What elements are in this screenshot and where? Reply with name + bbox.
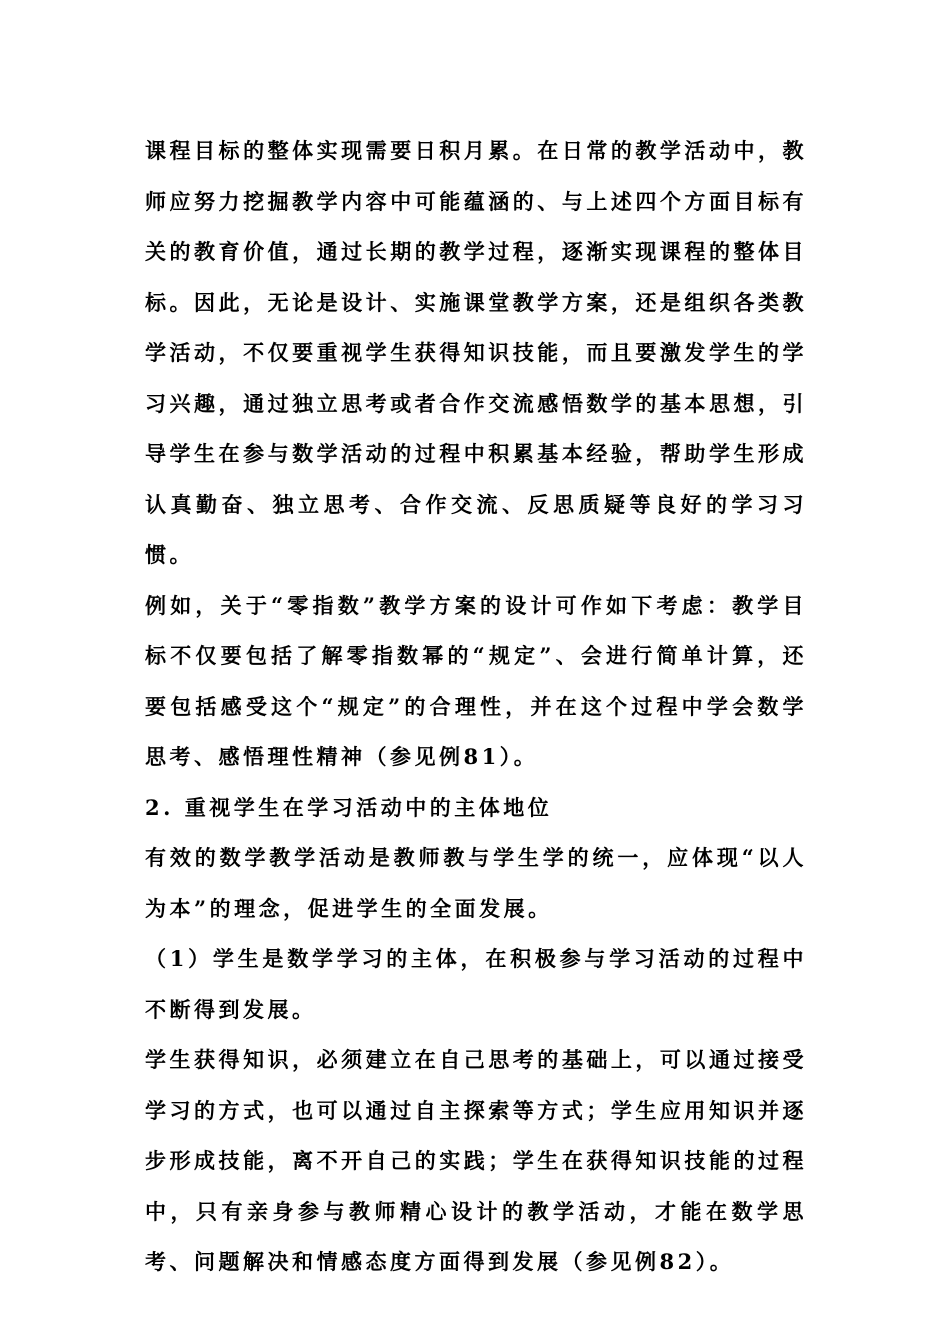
paragraph-effective-teaching: 有效的数学教学活动是教师教与学生学的统一，应体现“以人为本”的理念，促进学生的全面发展。 <box>145 845 807 921</box>
document-body <box>145 126 807 1288</box>
paragraph-course-goals: 课程目标的整体实现需要日积月累。在日常的教学活动中，教师应努力挖掘教学内容中可能蕴涵的、与上述四个方面目标有关的教育价值，通过长期的教学过程，逐渐实现课程的整体目标。因此，无论是设计、实施课堂教学方案，还是组织各类教学活动，不仅要重视学生获得知识技能，而且要激发学生的学习兴趣，通过独立思考或者合作交流感悟数学的基本思想，引导学生在参与数学活动的过程中积累基本经验，帮助学生形成认真勤奋、独立思考、合作交流、反思质疑等良好的学习习惯。 <box>145 138 807 567</box>
paragraph-acquiring-knowledge: 学生获得知识，必须建立在自己思考的基础上，可以通过接受学习的方式，也可以通过自主探索等方式；学生应用知识并逐步形成技能，离不开自己的实践；学生在获得知识技能的过程中，只有亲身参与教师精心设计的教学活动，才能在数学思考、问题解决和情感态度方面得到发展（参见例82）。 <box>145 1047 807 1274</box>
paragraph-zero-exponent-example: 例如，关于“零指数”教学方案的设计可作如下考虑：教学目标不仅要包括了解零指数幂的“规定”、会进行简单计算，还要包括感受这个“规定”的合理性，并在这个过程中学会数学思考、感悟理性精神（参见例81）。 <box>145 592 807 769</box>
paragraph-point-1: （1）学生是数学学习的主体，在积极参与学习活动的过程中不断得到发展。 <box>145 946 807 1022</box>
section-heading-student-subject: 2. 重视学生在学习活动中的主体地位 <box>145 794 553 820</box>
